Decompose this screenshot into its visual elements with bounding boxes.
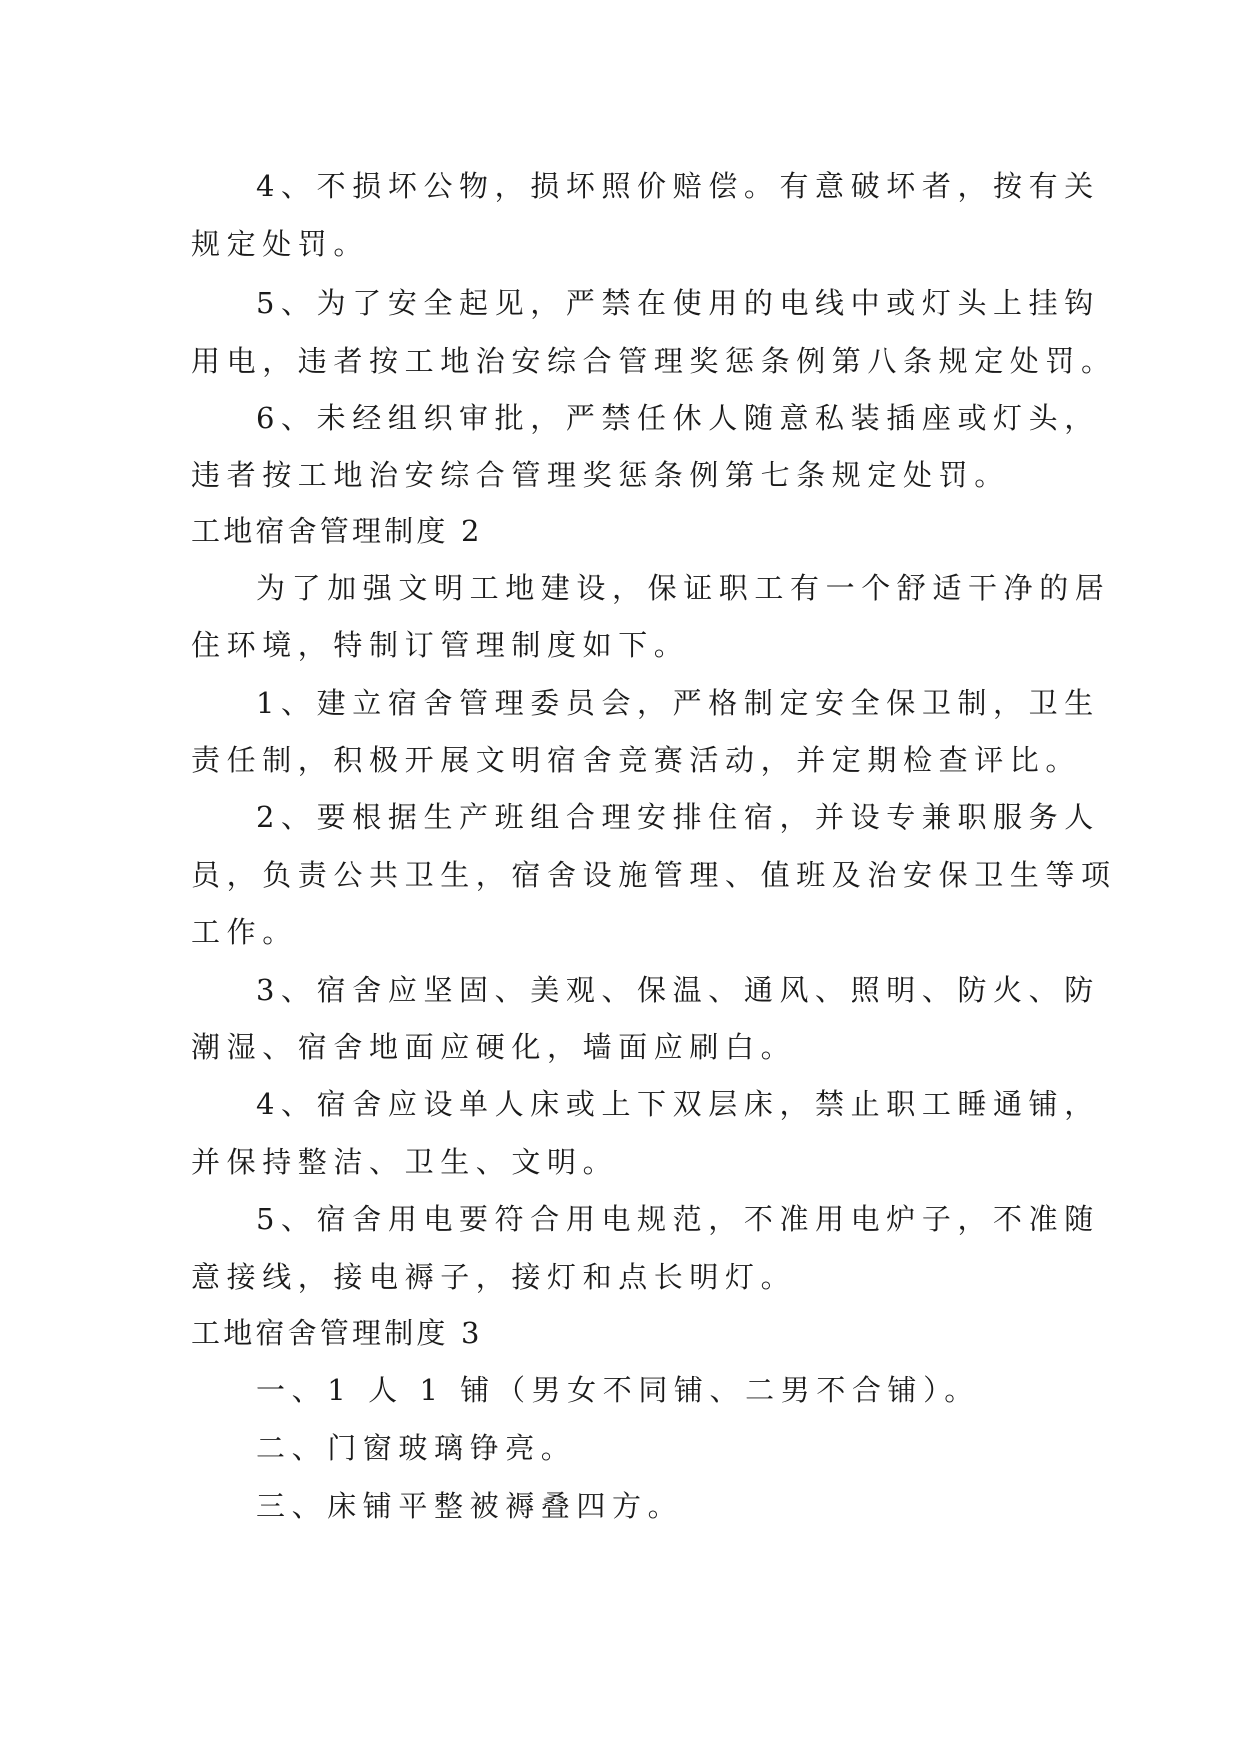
intro-line-2: 住环境，特制订管理制度如下。 bbox=[191, 628, 690, 662]
rule-4-line-1: 4、不损坏公物，损坏照价赔偿。有意破坏者，按有关 bbox=[256, 169, 1100, 203]
rule-5-line-2: 用电，违者按工地治安综合管理奖惩条例第八条规定处罚。 bbox=[191, 344, 1117, 378]
item-5-line-1: 5、宿舍用电要符合用电规范，不准用电炉子，不准随 bbox=[256, 1202, 1100, 1236]
item-1-line-1: 1、建立宿舍管理委员会，严格制定安全保卫制，卫生 bbox=[256, 686, 1100, 720]
item-2-line-3: 工作。 bbox=[191, 915, 298, 949]
rule-4-line-2: 规定处罚。 bbox=[191, 227, 370, 261]
rule-three: 三、床铺平整被褥叠四方。 bbox=[256, 1489, 684, 1523]
rule-one: 一、1 人 1 铺（男女不同铺、二男不合铺）。 bbox=[256, 1373, 980, 1407]
item-4-line-1: 4、宿舍应设单人床或上下双层床，禁止职工睡通铺， bbox=[256, 1087, 1100, 1121]
item-3-line-1: 3、宿舍应坚固、美观、保温、通风、照明、防火、防 bbox=[256, 973, 1100, 1007]
rule-two: 二、门窗玻璃铮亮。 bbox=[256, 1431, 577, 1465]
section-heading-2: 工地宿舍管理制度 2 bbox=[191, 514, 483, 548]
item-5-line-2: 意接线，接电褥子，接灯和点长明灯。 bbox=[191, 1260, 797, 1294]
intro-line-1: 为了加强文明工地建设，保证职工有一个舒适干净的居 bbox=[256, 571, 1111, 605]
item-3-line-2: 潮湿、宿舍地面应硬化，墙面应刷白。 bbox=[191, 1030, 797, 1064]
item-2-line-2: 员，负责公共卫生，宿舍设施管理、值班及治安保卫生等项 bbox=[191, 858, 1117, 892]
rule-6-line-2: 违者按工地治安综合管理奖惩条例第七条规定处罚。 bbox=[191, 458, 1010, 492]
section-heading-3: 工地宿舍管理制度 3 bbox=[191, 1316, 483, 1350]
rule-6-line-1: 6、未经组织审批，严禁任休人随意私装插座或灯头， bbox=[256, 401, 1100, 435]
item-4-line-2: 并保持整洁、卫生、文明。 bbox=[191, 1145, 619, 1179]
item-1-line-2: 责任制，积极开展文明宿舍竞赛活动，并定期检查评比。 bbox=[191, 743, 1082, 777]
rule-5-line-1: 5、为了安全起见，严禁在使用的电线中或灯头上挂钩 bbox=[256, 286, 1100, 320]
item-2-line-1: 2、要根据生产班组合理安排住宿，并设专兼职服务人 bbox=[256, 800, 1100, 834]
